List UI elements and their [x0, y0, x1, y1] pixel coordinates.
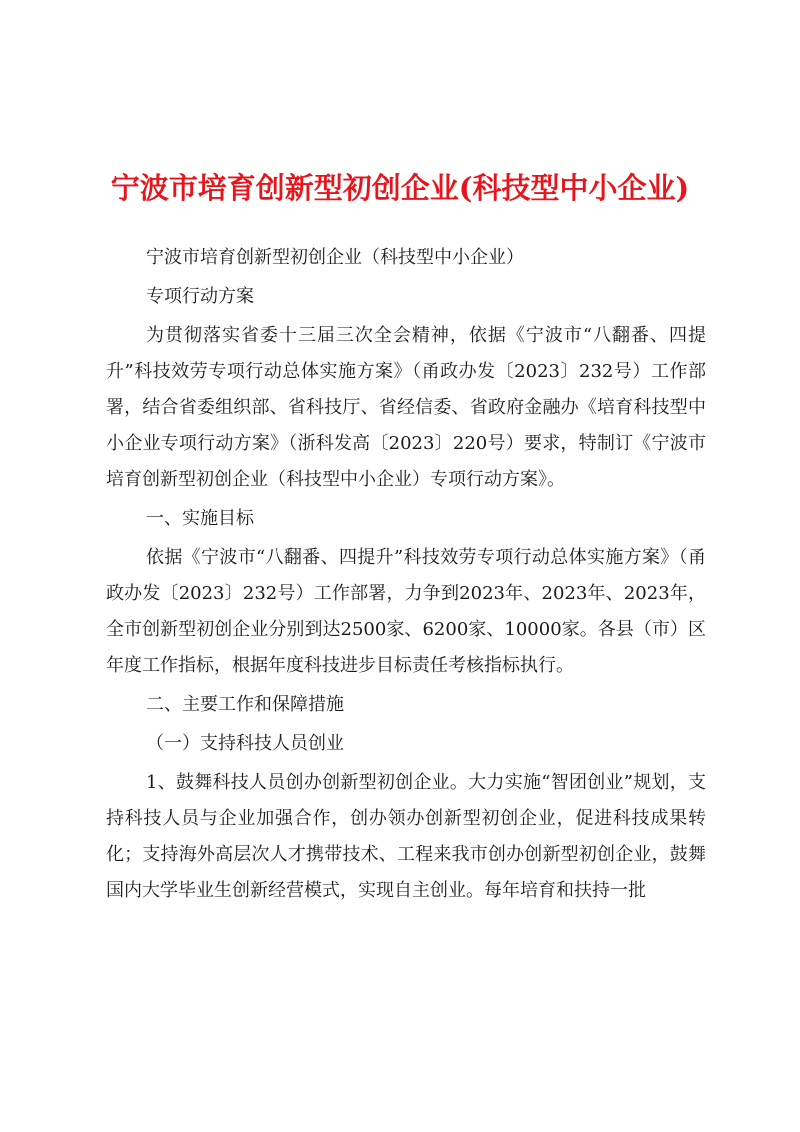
- document-title: 宁波市培育创新型初创企业(科技型中小企业): [110, 171, 690, 205]
- paragraph-subtitle-line1: 宁波市培育创新型初创企业（科技型中小企业）: [146, 247, 524, 268]
- paragraph-subtitle-line2: 专项行动方案: [146, 286, 254, 307]
- section-heading-goals: 一、实施目标: [146, 508, 254, 529]
- paragraph-item-1: 1、鼓舞科技人员创办创新型初创企业。大力实施“智团创业”规划，支持科技人员与企业加强合作，创办领办创新型初创企业，促进科技成果转化；支持海外高层次人才携带技术、工程来我市创办创新型初创企业，鼓舞国内大学毕业生创新经营模式，实现自主创业。每年培育和扶持一批: [106, 772, 706, 901]
- subsection-heading-support: （一）支持科技人员创业: [146, 733, 344, 754]
- document-body: [106, 240, 706, 909]
- paragraph-goals: 依据《宁波市“八翻番、四提升”科技效劳专项行动总体实施方案》（甬政办发〔2023〕232号）工作部署，力争到2023年、2023年、2023年，全市创新型初创企业分别到达2500家、6200家、10000家。各县（市）区年度工作指标，根据年度科技进步目标责任考核指标执行。: [106, 547, 706, 676]
- section-heading-measures: 二、主要工作和保障措施: [146, 694, 344, 715]
- paragraph-intro: 为贯彻落实省委十三届三次全会精神，依据《宁波市“八翻番、四提升”科技效劳专项行动总体实施方案》（甬政办发〔2023〕232号）工作部署，结合省委组织部、省科技厅、省经信委、省政府金融办《培育科技型中小企业专项行动方案》（浙科发高〔2023〕220号）要求，特制订《宁波市培育创新型初创企业（科技型中小企业）专项行动方案》。: [106, 325, 706, 490]
